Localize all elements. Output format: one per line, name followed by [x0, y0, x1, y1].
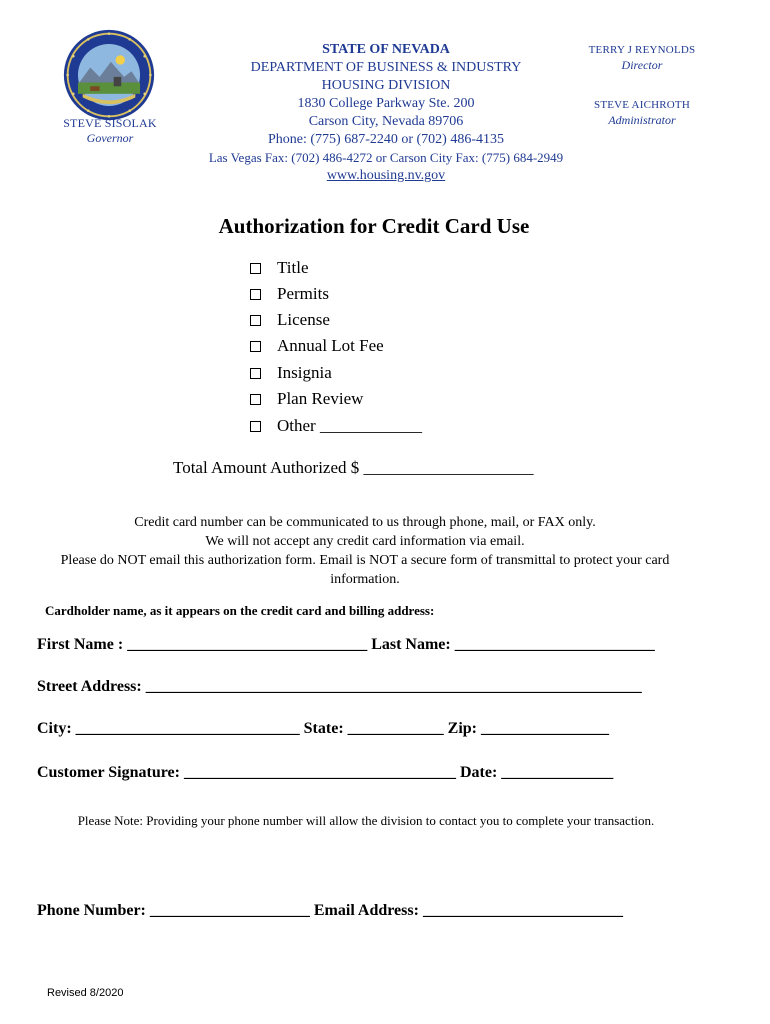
header-website-link[interactable]: www.housing.nv.gov: [326, 168, 446, 183]
checkbox[interactable]: [250, 263, 261, 274]
option-label: Other ____________: [277, 416, 422, 435]
governor-title: Governor: [86, 131, 134, 145]
total-amount-field[interactable]: Total Amount Authorized $ ____________________: [173, 458, 534, 477]
option-permits[interactable]: [250, 282, 329, 306]
option-title[interactable]: [250, 256, 309, 280]
checkbox[interactable]: [250, 394, 261, 405]
option-insignia[interactable]: [250, 361, 332, 385]
administrator-title: Administrator: [608, 113, 676, 127]
header-fax: Las Vegas Fax: (702) 486-4272 or Carson City Fax: (775) 684-2949: [208, 150, 564, 165]
header-department: DEPARTMENT OF BUSINESS & INDUSTRY: [250, 60, 522, 75]
revision-date: Revised 8/2020: [47, 987, 124, 999]
director-name: TERRY J REYNOLDS: [588, 44, 696, 56]
checkbox[interactable]: [250, 289, 261, 300]
option-label: Permits: [277, 284, 329, 303]
note-line: We will not accept any credit card information via email.: [205, 534, 525, 549]
checkbox[interactable]: [250, 315, 261, 326]
option-annual-lot-fee[interactable]: [250, 334, 384, 358]
header-phone: Phone: (775) 687-2240 or (702) 486-4135: [267, 132, 505, 147]
option-license[interactable]: [250, 308, 330, 332]
note-line: information.: [330, 572, 400, 587]
option-other[interactable]: [250, 414, 422, 438]
note-line: Please do NOT email this authorization form. Email is NOT a secure form of transmittal to protect your card: [60, 553, 670, 568]
header-state: STATE OF NEVADA: [322, 42, 450, 57]
option-label: Insignia: [277, 363, 332, 382]
cardholder-label: Cardholder name, as it appears on the credit card and billing address:: [45, 603, 435, 618]
note-line: Credit card number can be communicated to us through phone, mail, or FAX only.: [134, 515, 596, 530]
header-address-line1: 1830 College Parkway Ste. 200: [297, 96, 475, 111]
option-label: License: [277, 310, 330, 329]
checkbox[interactable]: [250, 368, 261, 379]
phone-note: Please Note: Providing your phone number will allow the division to contact you to complete your transaction.: [77, 813, 655, 828]
city-state-zip-field[interactable]: City: ____________________________ State: ____________ Zip: ________________: [37, 720, 609, 737]
header-address-line2: Carson City, Nevada 89706: [308, 114, 464, 129]
option-label: Title: [277, 258, 309, 277]
phone-email-field[interactable]: Phone Number: ____________________ Email Address: _________________________: [37, 902, 623, 919]
option-plan-review[interactable]: [250, 387, 363, 411]
nevada-state-seal-icon: [62, 28, 156, 122]
checkbox[interactable]: [250, 421, 261, 432]
street-address-field[interactable]: Street Address: ______________________________________________________________: [37, 678, 642, 695]
form-title: Authorization for Credit Card Use: [218, 214, 530, 238]
administrator-name: STEVE AICHROTH: [594, 99, 690, 111]
checkbox[interactable]: [250, 341, 261, 352]
governor-name: STEVE SISOLAK: [63, 116, 157, 130]
director-title: Director: [621, 58, 663, 72]
option-label: Plan Review: [277, 389, 364, 408]
option-label: Annual Lot Fee: [277, 336, 384, 355]
signature-date-field[interactable]: Customer Signature: __________________________________ Date: ______________: [37, 764, 614, 781]
name-field[interactable]: First Name : ______________________________ Last Name: _________________________: [37, 636, 655, 653]
header-division: HOUSING DIVISION: [321, 78, 451, 93]
